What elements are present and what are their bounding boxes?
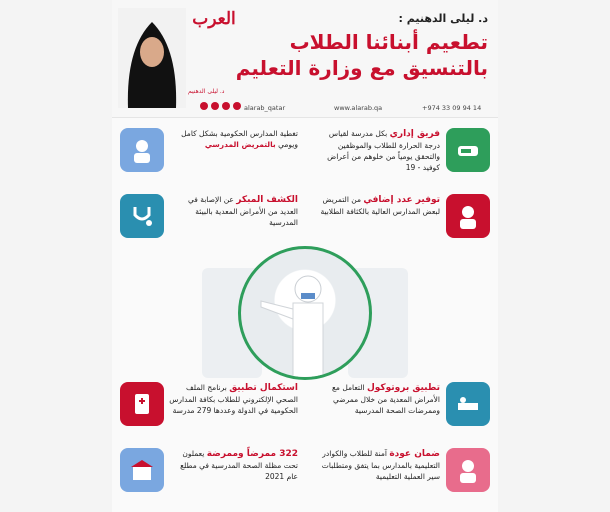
author-name: د. ليلى الدهنيم : [398,12,488,25]
card-title: فريق إداري [389,129,440,139]
instagram-icon[interactable] [211,102,219,110]
card-body: بكل مدرسة لقياس درجة الحرارة للطلاب والموظفين والتحقق يومياً من خلوهم من أعراض كوفيد - 19 [327,129,440,172]
card-title: الكشف المبكر [236,195,298,205]
card-admin-team [312,128,492,188]
bed-icon [446,382,490,426]
card-nursing-coverage [118,128,298,188]
header [112,0,498,118]
card-body: برنامج الملف الصحي الإلكتروني للطلاب بكافة المدارس الحكومية في الدولة وعددها 279 مدرسة [169,383,298,415]
school-icon [120,448,164,492]
card-protocol [312,382,492,442]
official-figure-illustration [241,249,372,380]
card-body: من التمريض لبعض المدارس العالية بالكثافة الطلابية [320,195,440,216]
card-body: تغطية المدارس الحكومية بشكل كامل ويومي [181,129,298,149]
card-extra-nurses [312,194,492,244]
headline-line-2: بالتنسيق مع وزارة التعليم [235,56,488,80]
student-icon [446,448,490,492]
card-nurses-count [118,448,298,504]
card-body: يعملون تحت مظلة الصحة المدرسية في مطلع عام 2021 [180,449,298,481]
content-area [112,118,498,512]
website-link[interactable]: www.alarab.qa [334,104,383,112]
author-portrait [118,8,186,108]
card-title: استكمال تطبيق [229,383,298,393]
card-title: ضمان عودة [389,449,440,459]
card-body: التعامل مع الأمراض المعدية من خلال ممرضي وممرضات الصحة المدرسية [331,383,440,415]
card-highlight: بالتمريض المدرسي [204,140,276,149]
alarab-logo: العرب [192,9,236,29]
facebook-icon[interactable] [200,102,208,110]
card-early-detection [118,194,298,244]
medical-file-icon [120,382,164,426]
stethoscope-icon [120,194,164,238]
thermometer-icon [446,128,490,172]
card-title: تطبيق بروتوكول [366,383,440,393]
infographic-page [112,0,498,512]
card-title: 322 ممرضاً وممرضة [206,449,298,459]
card-health-file-app [118,382,298,442]
contact-bar [112,100,498,116]
headline-line-1: تطعيم أبنائنا الطلاب [289,30,488,54]
social-icons [200,102,241,110]
nurse-icon [120,128,164,172]
card-safe-return [312,448,492,504]
youtube-icon[interactable] [222,102,230,110]
social-handle[interactable]: alarab_qatar [244,104,286,112]
card-title: توفير عدد إضافي [363,195,440,205]
card-body: آمنة للطلاب والكوادر التعليمية بالمدارس بما يتفق ومتطلبات سير العملية التعليمية [321,449,440,481]
author-caption: د. ليلى الدهنيم [188,88,225,95]
doctor-icon [446,194,490,238]
phone-number: +974 33 09 94 14 [422,104,482,112]
center-photo [238,246,372,380]
card-body: عن الإصابة في العديد من الأمراض المعدية بالبيئة المدرسية [187,195,298,227]
twitter-icon[interactable] [233,102,241,110]
